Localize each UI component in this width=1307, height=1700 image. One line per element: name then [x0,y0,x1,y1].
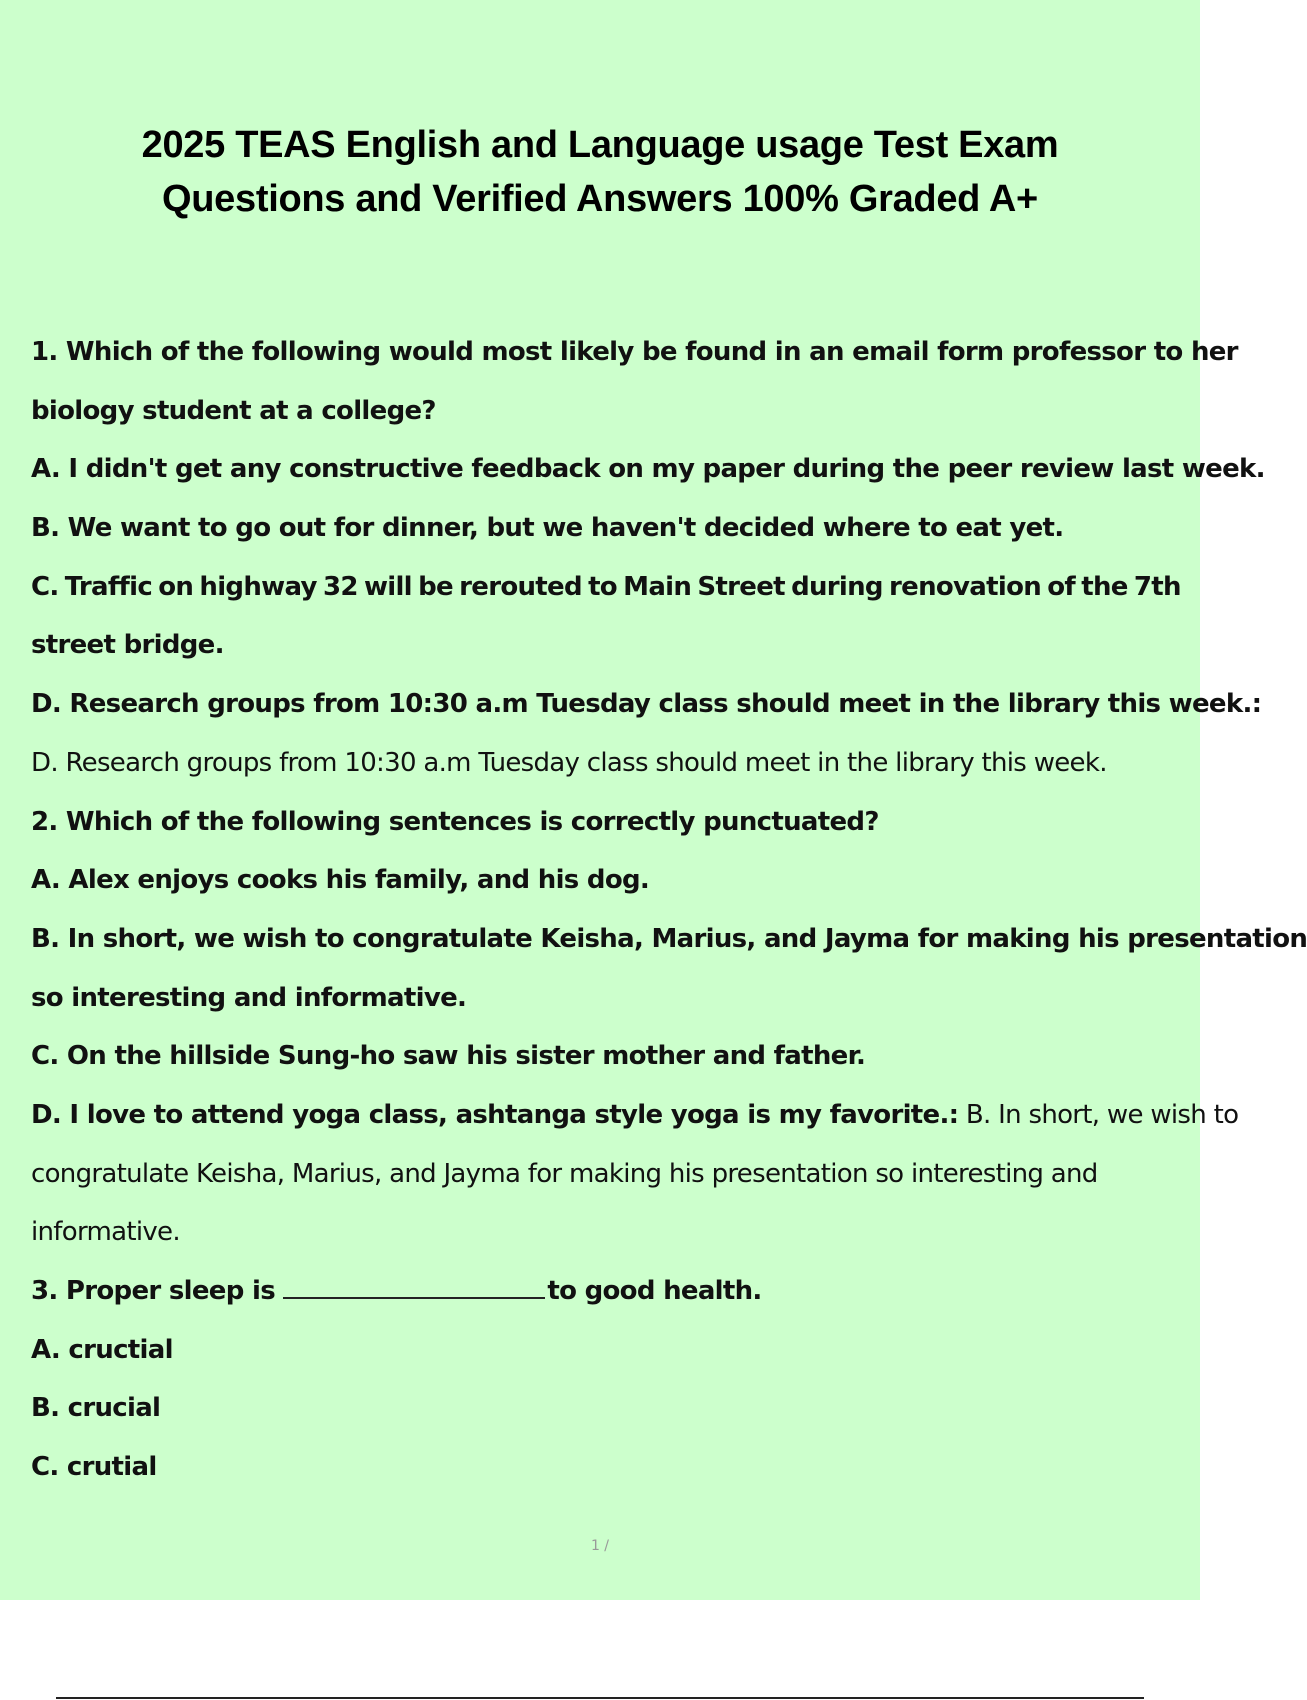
question-1-stem-line-2: biology student at a college? [31,395,436,426]
question-2-answer-line-2: congratulate Keisha, Marius, and Jayma for making his presentation so interesting and [31,1158,1098,1189]
question-1-answer: D. Research groups from 10:30 a.m Tuesday class should meet in the library this week. [31,747,1107,778]
question-2-stem: 2. Which of the following sentences is correctly punctuated? [31,806,879,837]
justified-word: 7th [1133,571,1181,602]
question-1-option-b: B. We want to go out for dinner, but we haven't decided where to eat yet. [31,513,1064,544]
justified-word: of [1047,571,1076,602]
justified-word: Traffic [64,571,153,602]
question-3-stem [31,1262,1206,1321]
question-3-stem-after: to good health. [547,1276,762,1306]
question-2-option-c: C. On the hillside Sung-ho saw his sister mother and father. [31,1041,866,1072]
question-2-option-b-line-1: B. In short, we wish to congratulate Keisha, Marius, and Jayma for making his presentation [31,923,1307,954]
title-line-1: 2025 TEAS English and Language usage Test Exam [141,124,1059,166]
justified-word: the [1081,571,1128,602]
justified-word: C. [31,571,59,602]
fill-in-blank [283,1269,545,1299]
justified-word: will [363,571,412,602]
document-body [31,323,1307,1497]
justified-word: during [791,571,883,602]
justified-word: highway [199,571,317,602]
question-2-option-b-line-2: so interesting and informative. [31,982,467,1013]
question-3-stem-before: 3. Proper sleep is [31,1276,284,1306]
title-line-2: Questions and Verified Answers 100% Graded A+ [162,178,1038,220]
justified-word: Street [697,571,785,602]
justified-word: on [158,571,194,602]
question-2-option-a: A. Alex enjoys cooks his family, and his dog. [31,865,650,896]
page-number: 1 / [590,1538,610,1554]
question-1-option-c-line-1 [31,558,1181,617]
justified-word: renovation [889,571,1042,602]
question-1-option-c-line-2: street bridge. [31,630,224,661]
question-1-stem-line-1: 1. Which of the following would most likely be found in an email form professor to her [31,337,1238,367]
justified-word: be [418,571,453,602]
question-1-option-d: D. Research groups from 10:30 a.m Tuesday class should meet in the library this week.: [31,689,1262,720]
justified-word: rerouted [459,571,582,602]
question-2-option-d-line [31,1086,1239,1145]
question-2-option-d: D. I love to attend yoga class, ashtanga style yoga is my favorite.: [31,1099,959,1130]
question-3-option-a: A. cructial [31,1334,173,1365]
justified-word: Main [623,571,692,602]
justified-word: to [588,571,617,602]
footer-divider [56,1697,1144,1699]
question-3-option-b: B. crucial [31,1393,161,1424]
question-2-answer-line-1: B. In short, we wish to [958,1099,1239,1130]
question-1-option-a: A. I didn't get any constructive feedback on my paper during the peer review last week. [31,454,1265,485]
document-title [0,118,1200,226]
question-3-option-c: C. crutial [31,1452,157,1483]
justified-word: 32 [322,571,358,602]
question-2-answer-line-3: informative. [31,1217,180,1248]
